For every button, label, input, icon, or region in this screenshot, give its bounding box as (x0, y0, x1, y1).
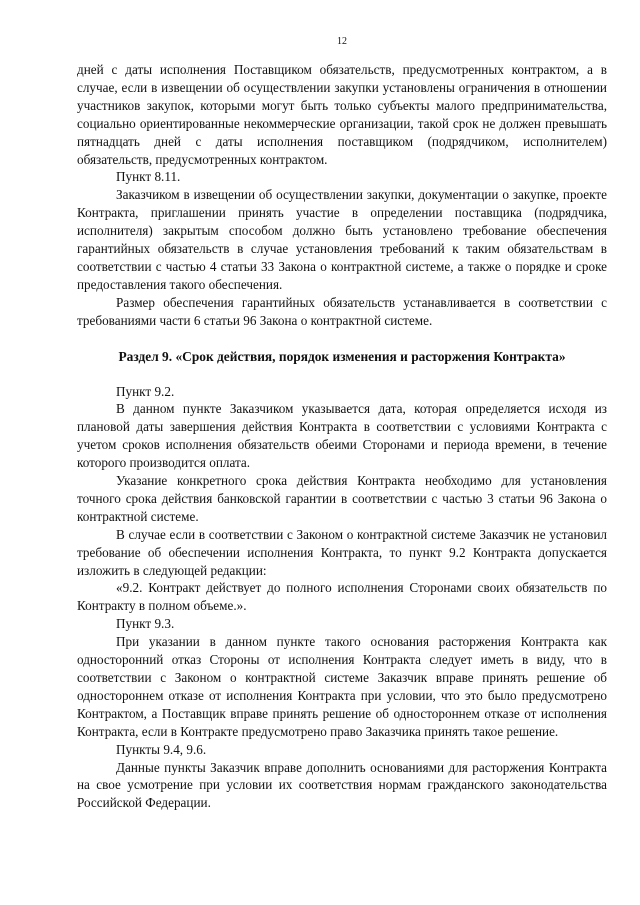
paragraph-quoted-clause: «9.2. Контракт действует до полного исполнения Сторонами своих обязательств по Контракту в полном объеме.». (77, 580, 607, 614)
page-number: 12 (337, 36, 347, 47)
paragraph-contract-date: В данном пункте Заказчиком указывается дата, которая определяется исходя из плановой даты завершения действия Контракта в соответствии с условиями Контракта с учетом сроков исполнения обязательств обеими Сторонами и периода времени, в течение которого производится оплата. (77, 401, 607, 471)
paragraph-unilateral-refusal: При указании в данном пункте такого основания расторжения Контракта как односторонний отказ Стороны от исполнения Контракта следует иметь в виду, что в соответствии с Законом о контрактной системе Заказчик вправе принять решение об одностороннем отказе от исполнения Контракта при условии, что это было предусмотрено Контрактом, а Поставщик вправе принять решение об одностороннем отказе от исполнения Контракта, если в Контракте предусмотрено право Заказчика принять такое решение. (77, 634, 607, 739)
paragraph-alternate-wording: В случае если в соответствии с Законом о контрактной системе Заказчик не установил требование об обеспечении исполнения Контракта, то пункт 9.2 Контракта допускается изложить в следующей редакции: (77, 526, 607, 578)
clause-label-9-3: Пункт 9.3. (116, 616, 175, 632)
clause-label-9-4-9-6: Пункты 9.4, 9.6. (116, 741, 207, 757)
paragraph-continuation: дней с даты исполнения Поставщиком обязательств, предусмотренных контрактом, а в случае, если в извещении об осуществлении закупки установлены ограничения в отношении участников закупок, которыми могут быть только субъекты малого предпринимательства, социально ориентированные некоммерческие организации, такой срок не должен превышать пятнадцать дней с даты исполнения поставщиком (подрядчиком, исполнителем) обязательств, предусмотренных контрактом. (77, 62, 607, 167)
clause-label-9-2: Пункт 9.2. (116, 383, 175, 399)
section-heading: Раздел 9. «Срок действия, порядок изменения и расторжения Контракта» (118, 348, 566, 364)
paragraph-term-indication: Указание конкретного срока действия Контракта необходимо для установления точного срока действия банковской гарантии в соответствии с частью 3 статьи 96 Закона о контрактной системе. (77, 473, 607, 524)
paragraph-guarantee-size: Размер обеспечения гарантийных обязательств устанавливается в соответствии с требованиями части 6 статьи 96 Закона о контрактной системе. (77, 294, 607, 328)
paragraph-termination-grounds: Данные пункты Заказчик вправе дополнить основаниями для расторжения Контракта на свое усмотрение при условии их соответствия нормам гражданского законодательства Российской Федерации. (77, 759, 607, 811)
clause-label-8-11: Пункт 8.11. (116, 169, 181, 185)
paragraph-guarantee-requirement: Заказчиком в извещении об осуществлении закупки, документации о закупке, проекте Контракта, приглашении принять участие в определении поставщика (подрядчика, исполнителя) закрытым способом должно быть установлено требование обеспечения гарантийных обязательств в случае установления требований к таким обязательствам в соответствии с частью 4 статьи 33 Закона о контрактной системе, а также о порядке и сроке предоставления такого обеспечения. (77, 187, 607, 292)
document-page (77, 36, 607, 812)
